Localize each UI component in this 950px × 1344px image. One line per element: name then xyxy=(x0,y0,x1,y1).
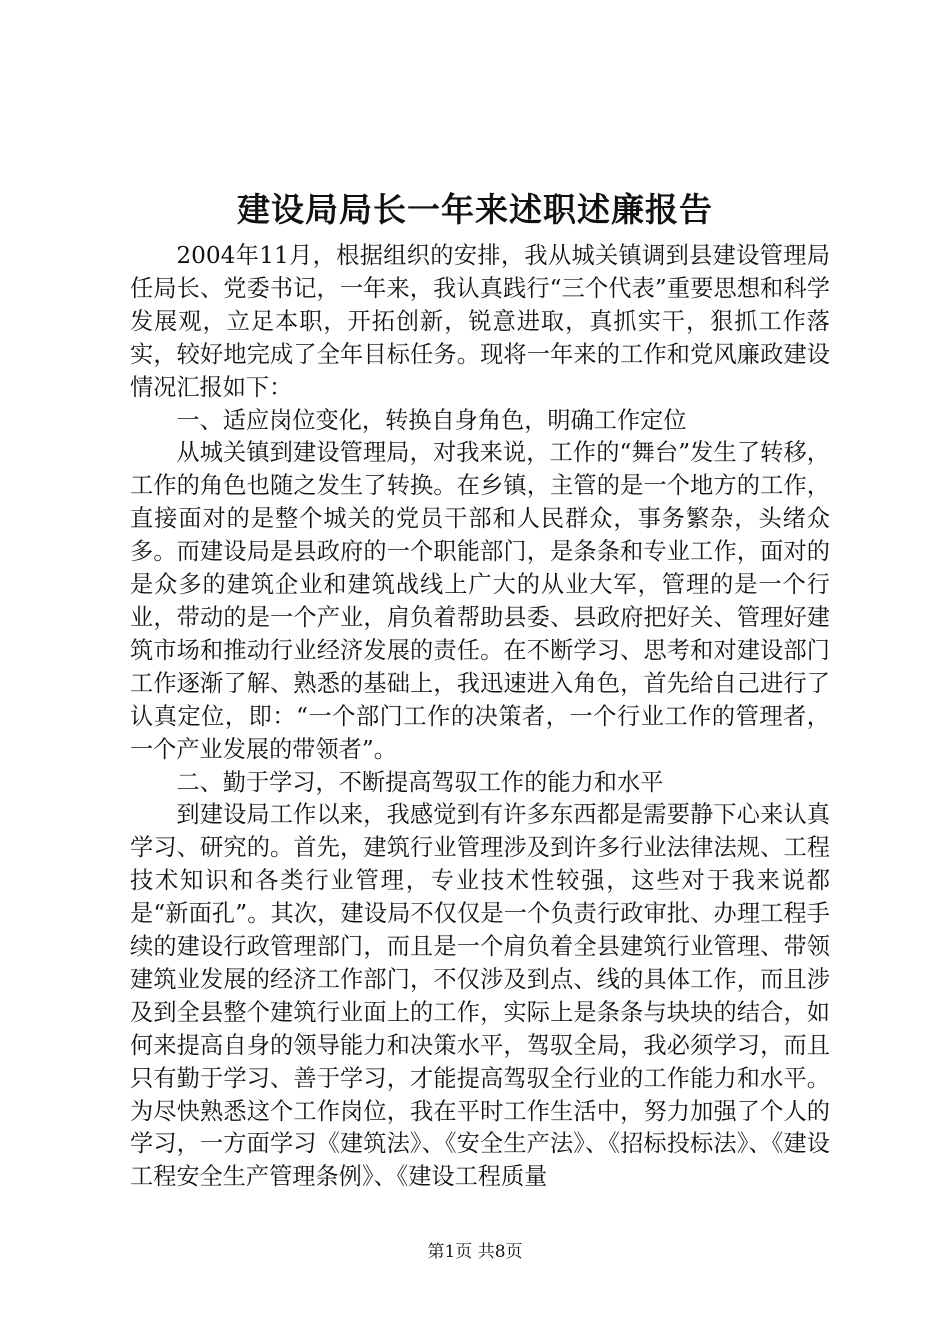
paragraph-intro: 2004年11月，根据组织的安排，我从城关镇调到县建设管理局任局长、党委书记，一年来，我认真践行“三个代表”重要思想和科学发展观，立足本职，开拓创新，锐意进取，真抓实干，狠抓工作落实，较好地完成了全年目标任务。现将一年来的工作和党风廉政建设情况汇报如下： xyxy=(130,242,830,401)
section-heading-1: 一、适应岗位变化，转换自身角色，明确工作定位 xyxy=(176,406,687,434)
document-title: 建设局局长一年来述职述廉报告 xyxy=(237,190,713,229)
paragraph-section-2: 到建设局工作以来，我感觉到有许多东西都是需要静下心来认真学习、研究的。首先，建筑行业管理涉及到许多行业法律法规、工程技术知识和各类行业管理，专业技术性较强，这些对于我来说都是“新面孔”。其次，建设局不仅仅是一个负责行政审批、办理工程手续的建设行政管理部门，而且是一个肩负着全县建筑行业管理、带领建筑业发展的经济工作部门，不仅涉及到点、线的具体工作，而且涉及到全县整个建筑行业面上的工作，实际上是条条与块块的结合，如何来提高自身的领导能力和决策水平，驾驭全局，我必须学习，而且只有勤于学习、善于学习，才能提高驾驭全行业的工作能力和水平。为尽快熟悉这个工作岗位，我在平时工作生活中，努力加强了个人的学习，一方面学习《建筑法》、《安全生产法》、《招标投标法》、《建设工程安全生产管理条例》、《建设工程质量 xyxy=(130,801,830,1191)
document-body xyxy=(130,240,830,1194)
section-heading-2: 二、勤于学习，不断提高驾驭工作的能力和水平 xyxy=(176,768,664,796)
page-number-footer: 第1页 共8页 xyxy=(427,1242,523,1262)
paragraph-section-1: 从城关镇到建设管理局，对我来说，工作的“舞台”发生了转移，工作的角色也随之发生了转换。在乡镇，主管的是一个地方的工作，直接面对的是整个城关的党员干部和人民群众，事务繁杂，头绪众多。而建设局是县政府的一个职能部门，是条条和专业工作，面对的是众多的建筑企业和建筑战线上广大的从业大军，管理的是一个行业，带动的是一个产业，肩负着帮助县委、县政府把好关、管理好建筑市场和推动行业经济发展的责任。在不断学习、思考和对建设部门工作逐渐了解、熟悉的基础上，我迅速进入角色，首先给自己进行了认真定位，即：“一个部门工作的决策者，一个行业工作的管理者，一个产业发展的带领者”。 xyxy=(130,439,830,763)
